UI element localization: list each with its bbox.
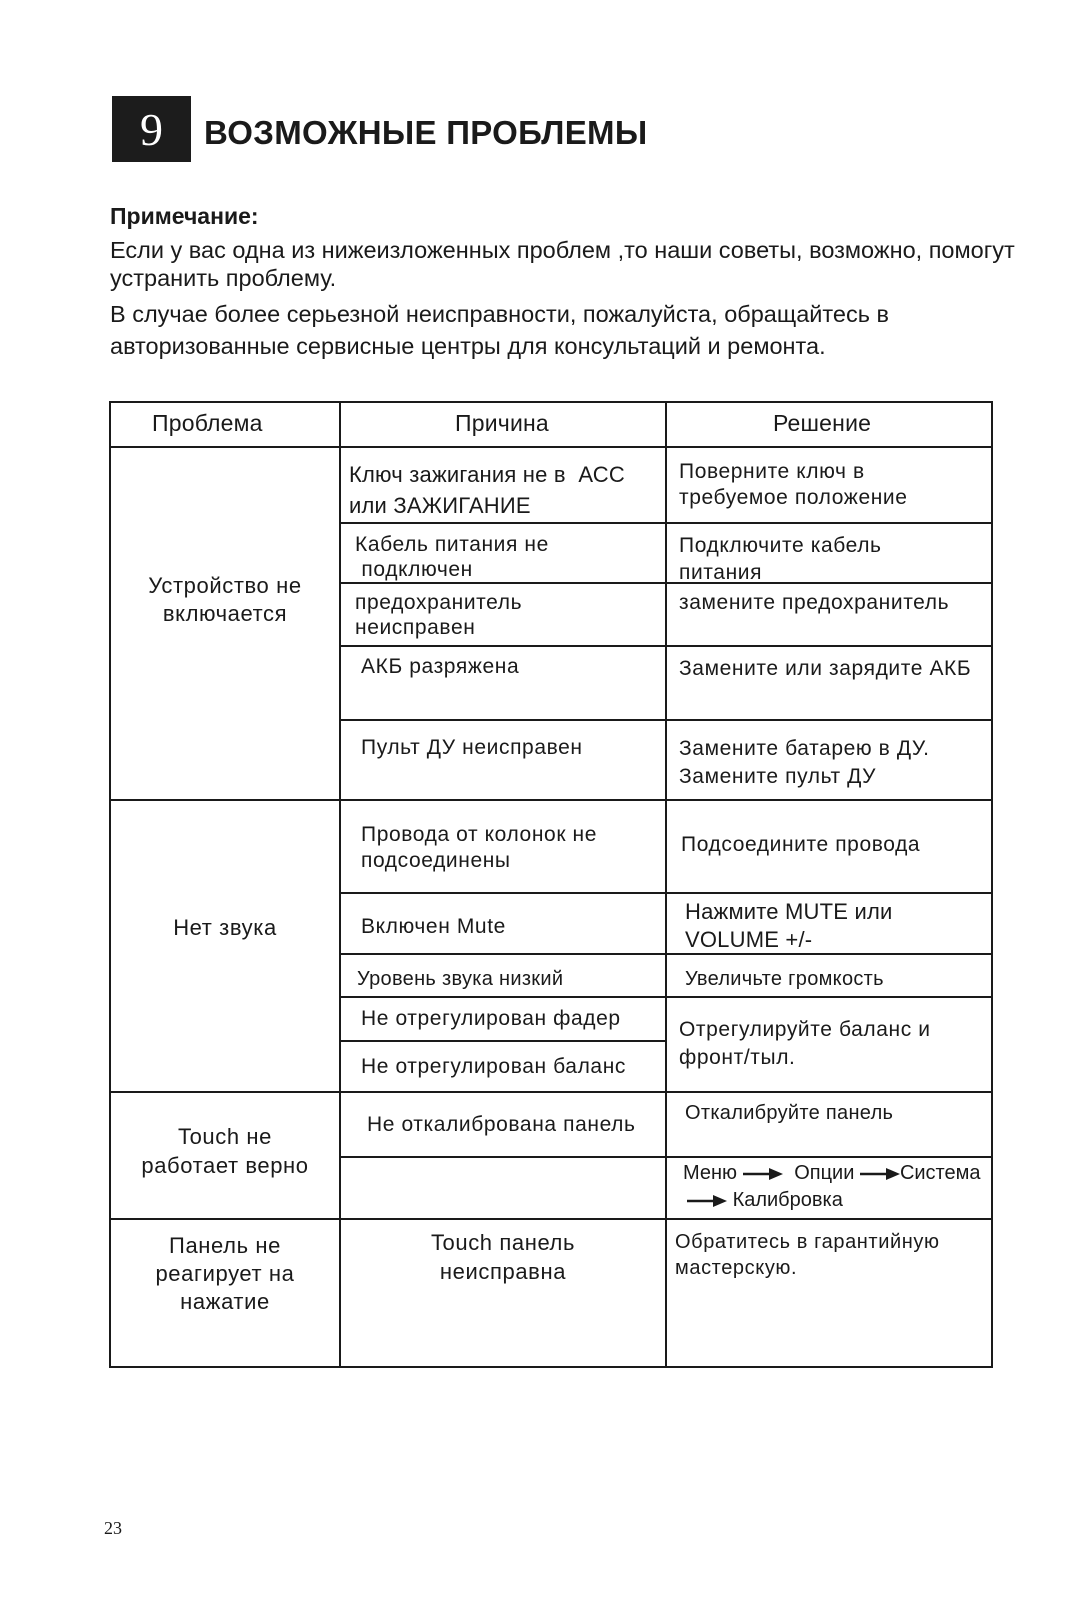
- solution-cell: Замените или зарядите АКБ: [679, 657, 972, 680]
- menu-path-step: Опции: [794, 1162, 855, 1184]
- right-arrow-icon: [860, 1167, 900, 1181]
- problem-cell: Touch не работает верно: [141, 1124, 309, 1178]
- problem-cell: Устройство не включается: [148, 573, 302, 626]
- cause-cell: Уровень звука низкий: [357, 968, 564, 990]
- group-divider: [109, 1091, 993, 1093]
- header-problem: Проблема: [152, 410, 263, 436]
- solution-cell: Подсоедините провода: [681, 833, 921, 856]
- solution-cell: Поверните ключ в требуемое положение: [679, 460, 908, 509]
- group-divider: [109, 799, 993, 801]
- page-number: 23: [104, 1518, 122, 1538]
- calibration-menu-path: [683, 1160, 991, 1216]
- header-cause: Причина: [455, 410, 549, 436]
- problem-cell: Панель не реагирует на нажатие: [155, 1233, 295, 1314]
- cause-cell: Ключ зажигания не в АСС или ЗАЖИГАНИЕ: [349, 462, 625, 518]
- table-column-divider-2: [665, 401, 667, 1368]
- cause-cell: Кабель питания не подключен: [355, 533, 549, 581]
- table-border-left: [109, 401, 111, 1368]
- row-divider: [339, 892, 993, 894]
- table-border-bottom: [109, 1366, 993, 1368]
- menu-path-step: Калибровка: [732, 1189, 843, 1211]
- row-divider: [339, 1156, 993, 1158]
- table-border-right: [991, 401, 993, 1368]
- cause-cell: Включен Mute: [361, 915, 506, 938]
- row-divider: [339, 582, 993, 584]
- group-divider: [109, 1218, 993, 1220]
- menu-path-step: Меню: [683, 1162, 738, 1184]
- row-divider: [339, 645, 993, 647]
- chapter-number: 9: [140, 103, 163, 155]
- solution-cell: Обратитесь в гарантийную мастерскую.: [675, 1231, 940, 1279]
- problem-cell: Нет звука: [173, 915, 277, 940]
- cause-cell: Не отрегулирован фадер: [361, 1007, 621, 1030]
- header-solution: Решение: [773, 410, 872, 436]
- solution-cell: Замените батарею в ДУ. Замените пульт ДУ: [679, 737, 930, 788]
- chapter-number-box: [112, 96, 191, 162]
- note-paragraph-2: В случае более серьезной неисправности, пожалуйста, обращайтесь в авторизованные сервисные центры для консультаций и ремонта.: [110, 301, 889, 359]
- cause-cell: Провода от колонок не подсоединены: [361, 823, 598, 872]
- solution-cell: Отрегулируйте баланс и фронт/тыл.: [679, 1018, 931, 1069]
- table-header-divider: [109, 446, 993, 448]
- solution-cell: Нажмите MUTE или VOLUME +/-: [685, 899, 893, 952]
- row-divider: [339, 522, 993, 524]
- cause-cell: Пульт ДУ неисправен: [361, 736, 583, 759]
- solution-cell: Увеличьте громкость: [685, 968, 884, 990]
- cause-cell: Touch панель неисправна: [430, 1230, 576, 1284]
- table-border-top: [109, 401, 993, 403]
- table-column-divider-1: [339, 401, 341, 1368]
- cause-cell: Не отрегулирован баланс: [361, 1055, 626, 1078]
- chapter-title: ВОЗМОЖНЫЕ ПРОБЛЕМЫ: [204, 114, 648, 151]
- cause-cell: Не откалиброванa панель: [367, 1113, 636, 1136]
- cause-cell: АКБ разряжена: [361, 655, 520, 678]
- row-divider: [339, 1040, 665, 1042]
- solution-cell: Подключите кабель питания: [679, 534, 882, 584]
- menu-path-step: Система: [899, 1162, 981, 1184]
- note-label: Примечание:: [110, 203, 259, 229]
- cause-cell: предохранитель неисправен: [355, 591, 523, 639]
- right-arrow-icon: [743, 1167, 783, 1181]
- row-divider: [339, 996, 993, 998]
- right-arrow-icon: [687, 1194, 727, 1208]
- note-paragraph-1: Если у вас одна из нижеизложенных проблем ,то наши советы, возможно, помогут устранить проблему.: [110, 237, 1015, 291]
- solution-cell: Откалибруйте панель: [685, 1102, 894, 1124]
- solution-cell: замените предохранитель: [679, 591, 950, 614]
- row-divider: [339, 953, 993, 955]
- row-divider: [339, 719, 993, 721]
